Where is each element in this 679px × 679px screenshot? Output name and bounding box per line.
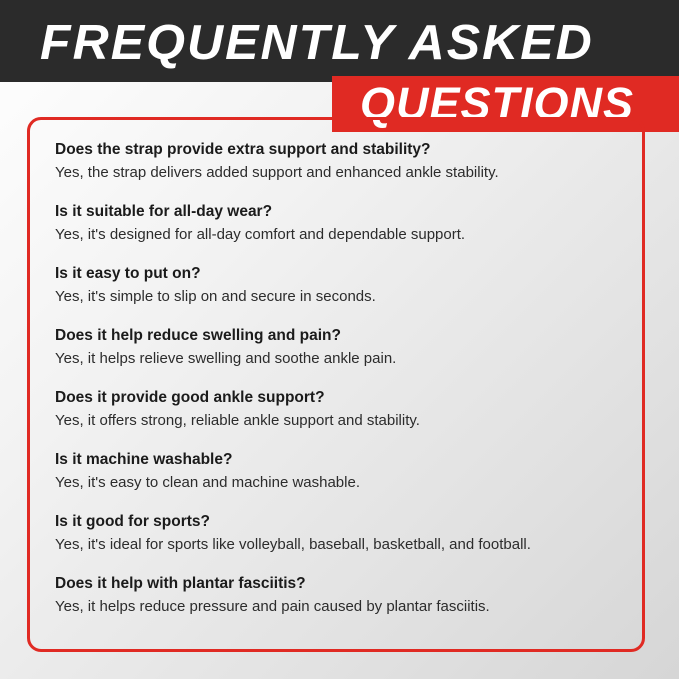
faq-question: Does it provide good ankle support? <box>55 389 325 406</box>
faq-item <box>55 202 624 245</box>
faq-answer: Yes, it's designed for all-day comfort and dependable support. <box>55 226 466 243</box>
faq-card <box>27 117 645 652</box>
faq-list <box>55 140 624 617</box>
faq-answer: Yes, the strap delivers added support and enhanced ankle stability. <box>55 164 499 181</box>
faq-answer: Yes, it's ideal for sports like volleyball, baseball, basketball, and football. <box>55 536 531 553</box>
faq-question: Does the strap provide extra support and stability? <box>55 141 431 158</box>
header-band <box>0 0 679 82</box>
faq-item <box>55 326 624 369</box>
faq-question: Is it suitable for all-day wear? <box>55 203 273 220</box>
faq-answer: Yes, it's easy to clean and machine washable. <box>55 474 360 491</box>
faq-item <box>55 140 624 183</box>
faq-item <box>55 264 624 307</box>
faq-question: Is it easy to put on? <box>55 265 201 282</box>
faq-answer: Yes, it helps reduce pressure and pain caused by plantar fasciitis. <box>55 598 490 615</box>
faq-question: Is it machine washable? <box>55 451 233 468</box>
faq-answer: Yes, it's simple to slip on and secure in seconds. <box>55 288 376 305</box>
page-title: FREQUENTLY ASKED <box>40 16 594 70</box>
faq-item <box>55 388 624 431</box>
faq-question: Is it good for sports? <box>55 513 210 530</box>
page-subtitle: QUESTIONS <box>360 78 635 129</box>
faq-item <box>55 512 624 555</box>
faq-answer: Yes, it helps relieve swelling and soothe ankle pain. <box>55 350 397 367</box>
faq-item <box>55 450 624 493</box>
faq-item <box>55 574 624 617</box>
faq-answer: Yes, it offers strong, reliable ankle support and stability. <box>55 412 420 429</box>
faq-question: Does it help reduce swelling and pain? <box>55 327 341 344</box>
faq-question: Does it help with plantar fasciitis? <box>55 575 306 592</box>
